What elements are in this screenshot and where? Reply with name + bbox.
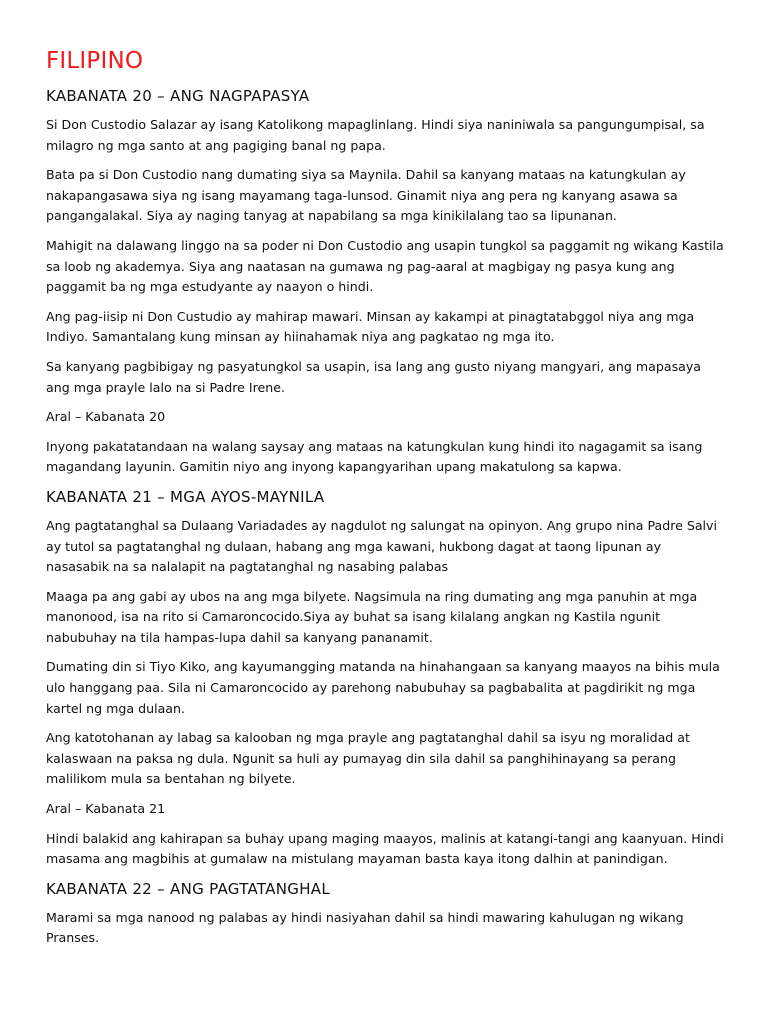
- paragraph: Marami sa mga nanood ng palabas ay hindi nasiyahan dahil sa hindi mawaring kahulugan ng wikang Pranses.: [46, 909, 684, 946]
- paragraph: Dumating din si Tiyo Kiko, ang kayumangging matanda na hinahangaan sa kanyang maayos na bihis mula ulo hanggang paa. Sila ni Camaroncocido ay parehong nabubuhay sa pagbabalita at pagdirikit ng mga kartel ng mga dulaan.: [46, 659, 720, 716]
- chapter-22: [46, 879, 726, 949]
- paragraph: Maaga pa ang gabi ay ubos na ang mga bilyete. Nagsimula na ring dumating ang mga panuhin at mga manonood, isa na rito si Camaroncocido.Siya ay buhat sa isang kilalang angkan ng Kastila ngunit nabubuhay na tila hampas-lupa dahil sa kanyang pananamit.: [46, 588, 698, 645]
- paragraph: Mahigit na dalawang linggo na sa poder ni Don Custodio ang usapin tungkol sa paggamit ng wikang Kastila sa loob ng akademya. Siya ang naatasan na gumawa ng pag-aaral at magbigay ng pasya kung ang paggamit ba ng mga estudyante ay naayon o hindi.: [46, 237, 724, 295]
- document-title: FILIPINO: [46, 48, 144, 74]
- paragraph: Ang katotohanan ay labag sa kalooban ng mga prayle ang pagtatanghal dahil sa isyu ng moralidad at kalaswaan na paksa ng dula. Ngunit sa huli ay pumayag din sila dahil sa panghihinayang sa perang malilikom mula sa bentahan ng bilyete.: [46, 730, 690, 787]
- chapter-heading: KABANATA 21 – MGA AYOS-MAYNILA: [46, 487, 325, 506]
- aral-text: Hindi balakid ang kahirapan sa buhay upang maging maayos, malinis at katangi-tangi ang kaanyuan. Hindi masama ang magbihis at gumalaw na mistulang mayaman basta kaya itong dalhin at panindigan.: [46, 830, 724, 867]
- chapter-heading: KABANATA 20 – ANG NAGPAPASYA: [46, 87, 310, 105]
- chapter-21: [46, 487, 726, 870]
- paragraph: Sa kanyang pagbibigay ng pasyatungkol sa usapin, isa lang ang gusto niyang mangyari, ang mapasaya ang mga prayle lalo na si Padre Irene.: [46, 358, 702, 395]
- paragraph: Ang pagtatanghal sa Dulaang Variadades ay nagdulot ng salungat na opinyon. Ang grupo nina Padre Salvi ay tutol sa pagtatanghal ng dulaan, habang ang mga kawani, hukbong dagat at taong lipunan ay nasasabik na sa nalalapit na pagtatanghal ng nasabing palabas: [46, 517, 718, 575]
- chapter-heading: KABANATA 22 – ANG PAGTATANGHAL: [46, 879, 330, 898]
- aral-label: Aral – Kabanata 20: [46, 409, 166, 425]
- paragraph: Si Don Custodio Salazar ay isang Katolikong mapaglinlang. Hindi siya naniniwala sa pangungumpisal, sa milagro ng mga santo at ang pagiging banal ng papa.: [46, 117, 705, 153]
- document-page: [46, 44, 726, 958]
- aral-text: Inyong pakatatandaan na walang saysay ang mataas na katungkulan kung hindi ito nagagamit sa isang magandang layunin. Gamitin niyo ang inyong kapangyarihan upang makatulong sa kapwa.: [46, 438, 703, 475]
- chapter-20: [46, 86, 726, 478]
- aral-label: Aral – Kabanata 21: [46, 801, 166, 817]
- paragraph: Bata pa si Don Custodio nang dumating siya sa Maynila. Dahil sa kanyang mataas na katungkulan ay nakapangasawa siya ng isang mayamang taga-lunsod. Ginamit niya ang pera ng kanyang asawa sa pangangalakal. Siya ay naging tanyag at napabilang sa mga kinikilalang tao sa lipunanan.: [46, 167, 686, 224]
- paragraph: Ang pag-iisip ni Don Custudio ay mahirap mawari. Minsan ay kakampi at pinagtatabggol niya ang mga Indiyo. Samantalang kung minsan ay hiinahamak niya ang pagkatao ng mga ito.: [46, 308, 695, 345]
